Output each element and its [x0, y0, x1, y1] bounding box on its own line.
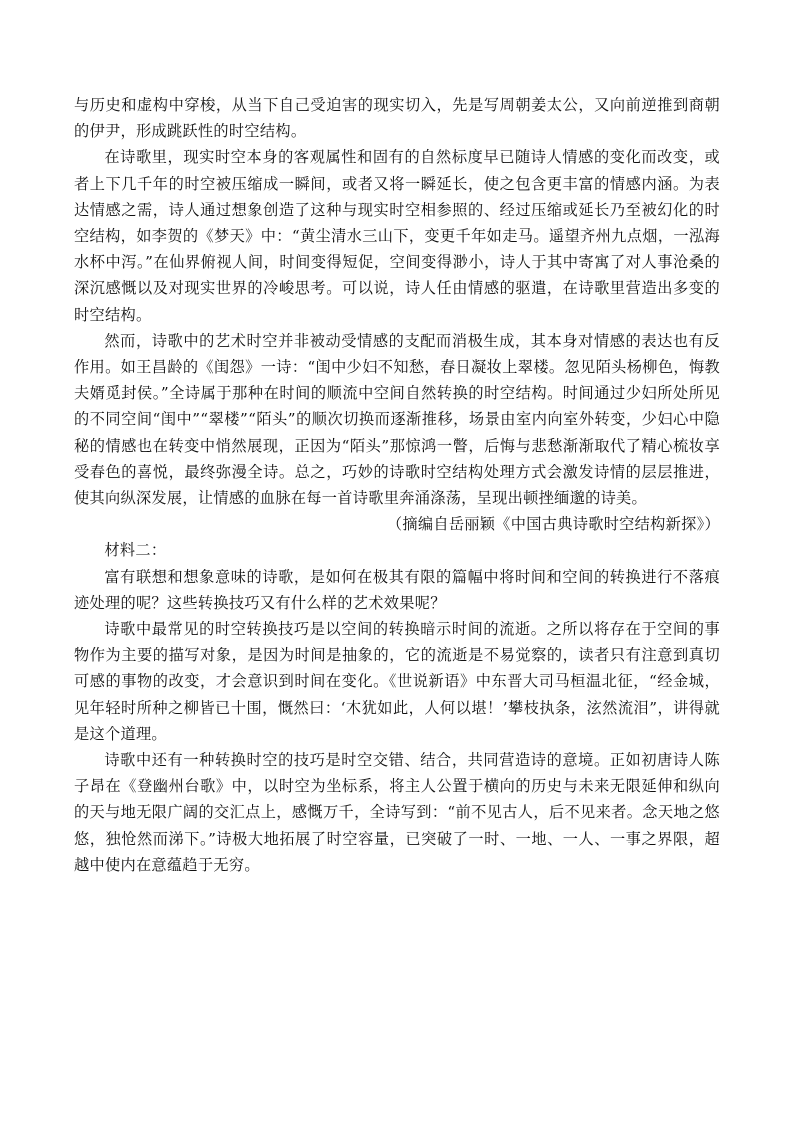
- material-heading: 材料二：: [104, 541, 167, 560]
- paragraph-2: 在诗歌里，现实时空本身的客观属性和固有的自然标度早已随诗人情感的变化而改变，或者上下几千年的时空被压缩成一瞬间，或者又将一瞬延长，使之包含更丰富的情感内涵。为表达情感之需，诗人通过想象创造了这种与现实时空相参照的、经过压缩或延长乃至被幻化的时空结构，如李贺的《梦天》中：“黄尘清水三山下，变更千年如走马。遥望齐州九点烟，一泓海水杯中泻。”在仙界俯视人间，时间变得短促，空间变得渺小，诗人于其中寄寓了对人事沧桑的深沉感慨以及对现实世界的冷峻思考。可以说，诗人任由情感的驱遣，在诗歌里营造出多变的时空结构。: [74, 148, 720, 324]
- paragraph-4: 富有联想和想象意味的诗歌，是如何在极其有限的篇幅中将时间和空间的转换进行不落痕迹处理的呢？这些转换技巧又有什么样的艺术效果呢？: [74, 567, 720, 612]
- paragraph-1: 与历史和虚构中穿梭，从当下自己受迫害的现实切入，先是写周朝姜太公，又向前逆推到商朝的伊尹，形成跳跃性的时空结构。: [74, 96, 720, 141]
- paragraph-5: 诗歌中最常见的时空转换技巧是以空间的转换暗示时间的流逝。之所以将存在于空间的事物作为主要的描写对象，是因为时间是抽象的，它的流逝是不易觉察的，读者只有注意到真切可感的事物的改变，才会意识到时间在变化。《世说新语》中东晋大司马桓温北征，“经金城，见年轻时所种之柳皆已十围，慨然曰：‘木犹如此，人何以堪！’攀枝执条，泫然流泪”，讲得就是这个道理。: [74, 620, 720, 743]
- document-page: [74, 92, 720, 878]
- source-citation: （摘编自岳丽颖《中国古典诗歌时空结构新探》）: [386, 515, 720, 534]
- paragraph-3: 然而，诗歌中的艺术时空并非被动受情感的支配而消极生成，其本身对情感的表达也有反作用。如王昌龄的《闺怨》一诗：“闺中少妇不知愁，春日凝妆上翠楼。忽见陌头杨柳色，悔教夫婿觅封侯。”全诗属于那种在时间的顺流中空间自然转换的时空结构。时间通过少妇所处所见的不同空间“闺中”“翠楼”“陌头”的顺次切换而逐渐推移，场景由室内向室外转变，少妇心中隐秘的情感也在转变中悄然展现，正因为“陌头”那惊鸿一瞥，后悔与悲愁渐渐取代了精心梳妆享受春色的喜悦，最终弥漫全诗。总之，巧妙的诗歌时空结构处理方式会激发诗情的层层推进，使其向纵深发展，让情感的血脉在每一首诗歌里奔涌涤荡，呈现出顿挫缅邈的诗美。: [74, 331, 720, 508]
- paragraph-6: 诗歌中还有一种转换时空的技巧是时空交错、结合，共同营造诗的意境。正如初唐诗人陈子昂在《登幽州台歌》中，以时空为坐标系，将主人公置于横向的历史与未来无限延伸和纵向的天与地无限广阔的交汇点上，感慨万千，全诗写到：“前不见古人，后不见来者。念天地之悠悠，独怆然而涕下。”诗极大地拓展了时空容量，已突破了一时、一地、一人、一事之界限，超越中使内在意蕴趋于无穷。: [74, 751, 720, 874]
